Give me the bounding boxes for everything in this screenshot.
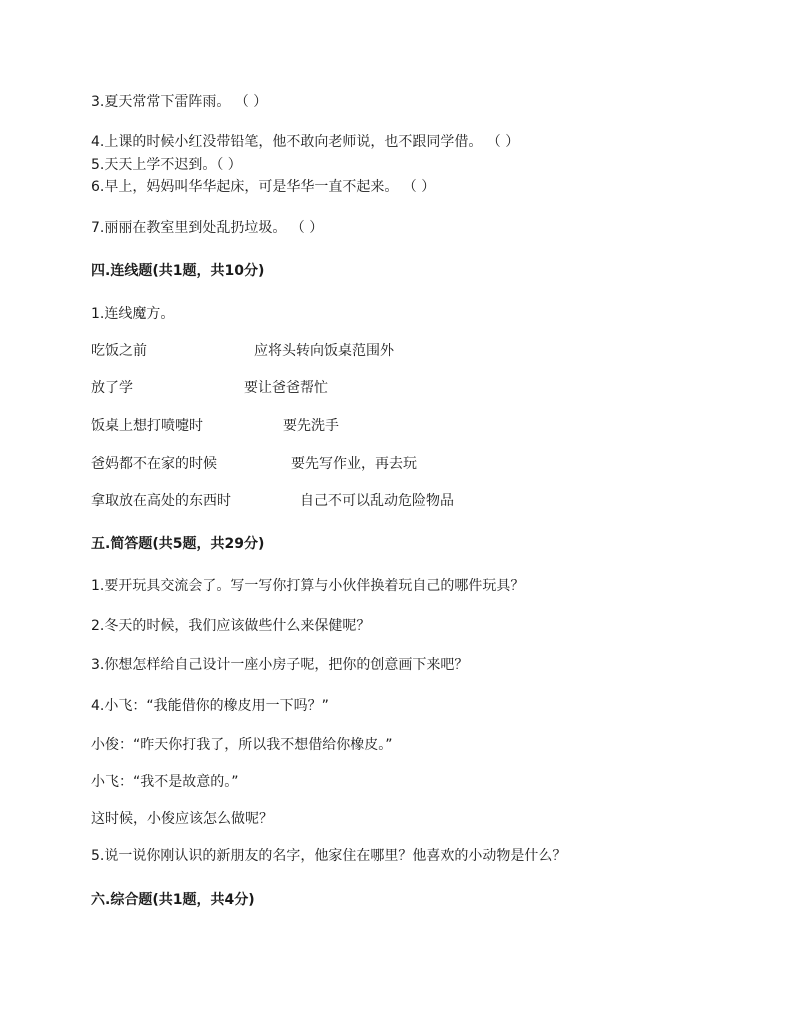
match-row [0, 417, 794, 435]
match-right-item: 要先洗手 [283, 418, 339, 434]
short-answer-line: 2.冬天的时候，我们应该做些什么来保健呢？ [91, 618, 371, 634]
match-row [0, 379, 794, 397]
dialogue-line: 小飞：“我不是故意的。” [91, 774, 239, 790]
question-3: 3.夏天常常下雷阵雨。 （ ） [91, 94, 268, 110]
match-left-item: 放了学 [91, 380, 133, 396]
match-left-item: 爸妈都不在家的时候 [91, 456, 217, 472]
section-5-heading: 五.简答题(共5题，共29分) [91, 536, 265, 552]
question-4: 4.上课的时候小红没带铅笔，他不敢向老师说，也不跟同学借。 （ ） [91, 134, 520, 150]
short-answer-line: 1.要开玩具交流会了。写一写你打算与小伙伴换着玩自己的哪件玩具？ [91, 578, 525, 594]
match-left-item: 饭桌上想打喷嚏时 [91, 418, 203, 434]
match-right-item: 自己不可以乱动危险物品 [300, 493, 454, 509]
question-5: 5.天天上学不迟到。（ ） [91, 157, 242, 173]
match-left-item: 拿取放在高处的东西时 [91, 493, 231, 509]
match-right-item: 要先写作业，再去玩 [291, 456, 417, 472]
question-7: 7.丽丽在教室里到处乱扔垃圾。 （ ） [91, 220, 324, 236]
section-4-heading: 四.连线题(共1题，共10分) [91, 263, 265, 279]
short-answer-line: 4.小飞：“我能借你的橡皮用一下吗？” [91, 698, 329, 714]
match-row [0, 455, 794, 473]
match-left-item: 吃饭之前 [91, 343, 147, 359]
question-6: 6.早上，妈妈叫华华起床，可是华华一直不起来。 （ ） [91, 179, 436, 195]
match-right-item: 应将头转向饭桌范围外 [254, 343, 394, 359]
match-right-item: 要让爸爸帮忙 [244, 380, 328, 396]
dialogue-line: 小俊：“昨天你打我了，所以我不想借给你橡皮。” [91, 737, 393, 753]
short-answer-line: 5.说一说你刚认识的新朋友的名字，他家住在哪里？他喜欢的小动物是什么？ [91, 848, 567, 864]
match-row [0, 342, 794, 360]
section-6-heading: 六.综合题(共1题，共4分) [91, 892, 255, 908]
match-row [0, 492, 794, 510]
short-answer-line: 这时候，小俊应该怎么做呢？ [91, 811, 273, 827]
short-answer-line: 3.你想怎样给自己设计一座小房子呢，把你的创意画下来吧？ [91, 657, 469, 673]
section-4-question: 1.连线魔方。 [91, 306, 175, 322]
